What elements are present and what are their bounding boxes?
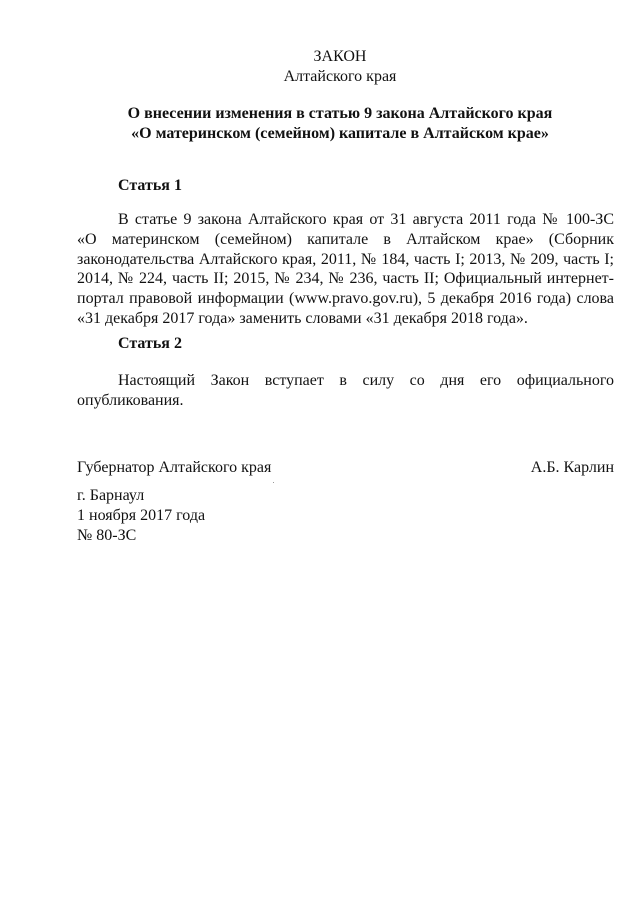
article-1-line: «О материнском (семейном) капитале в Алтайском крае» (Сборник xyxy=(77,230,614,248)
subject-line-1: О внесении изменения в статью 9 закона Алтайского края xyxy=(127,105,553,122)
article-2-line: опубликования. xyxy=(77,391,184,409)
article-1-line: 2014, № 224, часть II; 2015, № 234, № 236, часть II; Официальный интернет- xyxy=(77,270,614,288)
article-1-text xyxy=(77,210,614,329)
article-2-heading: Статья 2 xyxy=(118,335,182,352)
article-1-line: В статье 9 закона Алтайского края от 31 августа 2011 года № 100-ЗС xyxy=(118,211,614,228)
footer-number: № 80-ЗС xyxy=(77,527,137,544)
article-1-line: портал правовой информации (www.pravo.gov.ru), 5 декабря 2016 года) слова xyxy=(77,290,614,308)
footer-city: г. Барнаул xyxy=(77,487,145,504)
law-label: ЗАКОН xyxy=(313,48,367,65)
article-2-text xyxy=(77,371,614,411)
region-name: Алтайского края xyxy=(283,68,397,85)
scan-speck xyxy=(273,482,274,483)
article-1-line: «31 декабря 2017 года» заменить словами «31 декабря 2018 года». xyxy=(77,309,528,327)
article-1-line: законодательства Алтайского края, 2011, № 184, часть I; 2013, № 209, часть I; xyxy=(77,250,614,268)
signatory-name: А.Б. Карлин xyxy=(530,459,614,476)
footer-date: 1 ноября 2017 года xyxy=(77,507,206,524)
signatory-title: Губернатор Алтайского края xyxy=(77,459,272,476)
subject-line-2: «О материнском (семейном) капитале в Алтайском крае» xyxy=(131,125,549,142)
law-subject xyxy=(0,104,640,144)
article-2-line: Настоящий Закон вступает в силу со дня его официального xyxy=(118,372,614,389)
document-footer xyxy=(77,486,205,546)
article-1-heading: Статья 1 xyxy=(118,177,182,194)
